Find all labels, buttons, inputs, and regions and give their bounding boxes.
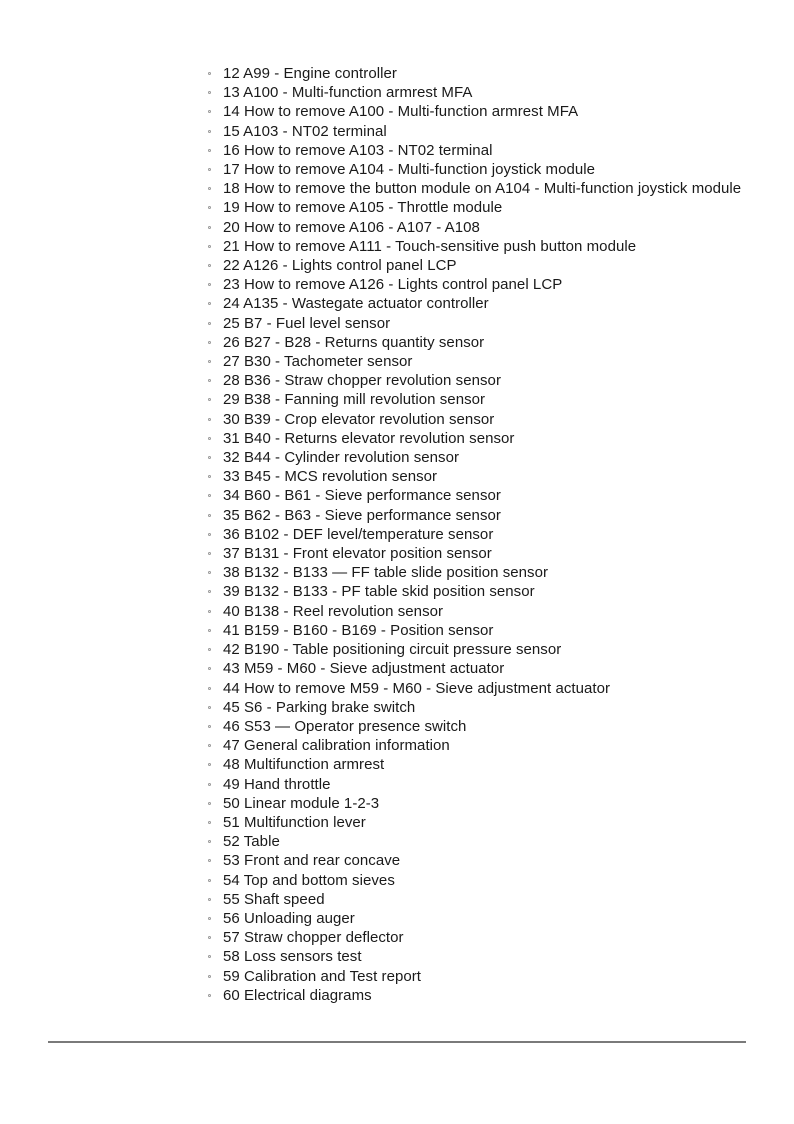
toc-item-label: 53 Front and rear concave (223, 852, 401, 870)
bullet-icon (208, 283, 211, 286)
toc-item-label: 39 B132 - B133 - PF table skid position sensor (223, 583, 535, 601)
toc-item-label: 59 Calibration and Test report (223, 967, 422, 985)
toc-item-label: 36 B102 - DEF level/temperature sensor (223, 525, 494, 543)
toc-list-item[interactable] (206, 179, 746, 198)
toc-list-item[interactable] (206, 909, 746, 928)
toc-item-label: 34 B60 - B61 - Sieve performance sensor (223, 487, 501, 505)
toc-list-item[interactable] (206, 448, 746, 467)
toc-list-item[interactable] (206, 333, 746, 352)
bullet-icon (208, 879, 211, 882)
toc-list-item[interactable] (206, 698, 746, 717)
bullet-icon (208, 206, 211, 209)
toc-list-item[interactable] (206, 486, 746, 505)
toc-item-label: 29 B38 - Fanning mill revolution sensor (223, 391, 486, 409)
bullet-icon (208, 494, 211, 497)
toc-list-item[interactable] (206, 563, 746, 582)
toc-item-label: 22 A126 - Lights control panel LCP (223, 257, 457, 275)
toc-list-item[interactable] (206, 294, 746, 313)
bullet-icon (208, 187, 211, 190)
toc-list-item[interactable] (206, 928, 746, 947)
toc-list-item[interactable] (206, 160, 746, 179)
bullet-icon (208, 514, 211, 517)
toc-list-item[interactable] (206, 582, 746, 601)
toc-item-label: 48 Multifunction armrest (223, 756, 385, 774)
bullet-icon (208, 552, 211, 555)
bullet-icon (208, 149, 211, 152)
bullet-icon (208, 456, 211, 459)
toc-list-item[interactable] (206, 506, 746, 525)
footer-divider (48, 1041, 746, 1043)
bullet-icon (208, 110, 211, 113)
bullet-icon (208, 821, 211, 824)
bullet-icon (208, 802, 211, 805)
bullet-icon (208, 744, 211, 747)
toc-item-label: 33 B45 - MCS revolution sensor (223, 468, 438, 486)
toc-list-item[interactable] (206, 775, 746, 794)
toc-item-label: 12 A99 - Engine controller (223, 65, 397, 82)
bullet-icon (208, 783, 211, 786)
toc-list-item[interactable] (206, 237, 746, 256)
bullet-icon (208, 994, 211, 997)
toc-item-label: 31 B40 - Returns elevator revolution sensor (223, 429, 515, 447)
toc-item-label: 47 General calibration information (223, 737, 450, 755)
bullet-icon (208, 898, 211, 901)
toc-item-label: 15 A103 - NT02 terminal (223, 122, 387, 140)
toc-item-label: 42 B190 - Table positioning circuit pressure sensor (223, 641, 562, 659)
toc-list-item[interactable] (206, 371, 746, 390)
toc-list-item[interactable] (206, 256, 746, 275)
bullet-icon (208, 859, 211, 862)
toc-item-label: 17 How to remove A104 - Multi-function joystick module (223, 161, 596, 179)
bullet-icon (208, 226, 211, 229)
bullet-icon (208, 629, 211, 632)
toc-item-label: 56 Unloading auger (223, 909, 355, 927)
bullet-icon (208, 725, 211, 728)
bullet-icon (208, 437, 211, 440)
bullet-icon (208, 72, 211, 75)
toc-list-item[interactable] (206, 967, 746, 986)
bullet-icon (208, 571, 211, 574)
bullet-icon (208, 917, 211, 920)
toc-item-label: 23 How to remove A126 - Lights control panel LCP (223, 276, 563, 294)
bullet-icon (208, 610, 211, 613)
toc-item-label: 60 Electrical diagrams (223, 986, 372, 1004)
toc-item-label: 54 Top and bottom sieves (223, 871, 395, 889)
toc-list-item[interactable] (206, 947, 746, 966)
toc-item-label: 21 How to remove A111 - Touch-sensitive push button module (223, 237, 637, 255)
toc-item-label: 44 How to remove M59 - M60 - Sieve adjustment actuator (223, 679, 611, 697)
bullet-icon (208, 936, 211, 939)
toc-list-item[interactable] (206, 275, 746, 294)
bullet-icon (208, 840, 211, 843)
bullet-icon (208, 379, 211, 382)
toc-list-item[interactable] (206, 871, 746, 890)
toc-list-item[interactable] (206, 429, 746, 448)
toc-item-label: 13 A100 - Multi-function armrest MFA (223, 84, 473, 102)
bullet-icon (208, 245, 211, 248)
bullet-icon (208, 533, 211, 536)
toc-item-label: 38 B132 - B133 — FF table slide position sensor (223, 564, 549, 582)
toc-list-item[interactable] (206, 525, 746, 544)
toc-list-item[interactable] (206, 83, 746, 102)
toc-item-label: 16 How to remove A103 - NT02 terminal (223, 141, 493, 159)
toc-list-item[interactable] (206, 832, 746, 851)
toc-list-item[interactable] (206, 679, 746, 698)
toc-item-label: 43 M59 - M60 - Sieve adjustment actuator (223, 660, 505, 678)
bullet-icon (208, 130, 211, 133)
bullet-icon (208, 91, 211, 94)
toc-item-label: 58 Loss sensors test (223, 948, 362, 966)
toc-item-label: 18 How to remove the button module on A104 - Multi-function joystick module (223, 180, 742, 198)
toc-item-label: 30 B39 - Crop elevator revolution sensor (223, 410, 495, 428)
toc-list-item[interactable] (206, 544, 746, 563)
toc-list-item[interactable] (206, 851, 746, 870)
toc-list-item[interactable] (206, 314, 746, 333)
toc-list-item[interactable] (206, 410, 746, 429)
bullet-icon (208, 341, 211, 344)
toc-item-label: 14 How to remove A100 - Multi-function armrest MFA (223, 103, 579, 121)
bullet-icon (208, 398, 211, 401)
toc-list-item[interactable] (206, 141, 746, 160)
toc-list-item[interactable] (206, 717, 746, 736)
toc-item-label: 25 B7 - Fuel level sensor (223, 314, 391, 332)
toc-list-item[interactable] (206, 621, 746, 640)
toc-item-label: 51 Multifunction lever (223, 813, 366, 831)
toc-item-label: 45 S6 - Parking brake switch (223, 698, 416, 716)
toc-list-item[interactable] (206, 659, 746, 678)
toc-list-item[interactable] (206, 390, 746, 409)
toc-list-item[interactable] (206, 640, 746, 659)
toc-list-item[interactable] (206, 986, 746, 1005)
toc-item-label: 20 How to remove A106 - A107 - A108 (223, 218, 480, 236)
toc-item-label: 26 B27 - B28 - Returns quantity sensor (223, 333, 485, 351)
bullet-icon (208, 168, 211, 171)
bullet-icon (208, 687, 211, 690)
toc-list-item[interactable] (206, 198, 746, 217)
table-of-contents-list (206, 64, 746, 1005)
toc-item-label: 55 Shaft speed (223, 890, 325, 908)
toc-list-item[interactable] (206, 467, 746, 486)
toc-list-item[interactable] (206, 602, 746, 621)
toc-list-item[interactable] (206, 736, 746, 755)
bullet-icon (208, 763, 211, 766)
bullet-icon (208, 648, 211, 651)
bullet-icon (208, 322, 211, 325)
toc-list-item[interactable] (206, 813, 746, 832)
toc-item-label: 19 How to remove A105 - Throttle module (223, 199, 503, 217)
toc-item-label: 46 S53 — Operator presence switch (223, 717, 467, 735)
bullet-icon (208, 955, 211, 958)
bullet-icon (208, 975, 211, 978)
toc-item-label: 37 B131 - Front elevator position sensor (223, 545, 492, 563)
bullet-icon (208, 590, 211, 593)
toc-list-item[interactable] (206, 755, 746, 774)
toc-list-item[interactable] (206, 64, 746, 83)
toc-item-label: 57 Straw chopper deflector (223, 929, 404, 947)
toc-item-label: 50 Linear module 1-2-3 (223, 794, 380, 812)
toc-list-item[interactable] (206, 352, 746, 371)
toc-item-label: 32 B44 - Cylinder revolution sensor (223, 449, 460, 467)
toc-list-item[interactable] (206, 794, 746, 813)
bullet-icon (208, 264, 211, 267)
toc-list-item[interactable] (206, 122, 746, 141)
toc-item-label: 40 B138 - Reel revolution sensor (223, 602, 444, 620)
toc-list-item[interactable] (206, 890, 746, 909)
toc-list-item[interactable] (206, 218, 746, 237)
toc-item-label: 49 Hand throttle (223, 775, 331, 793)
toc-list-item[interactable] (206, 102, 746, 121)
bullet-icon (208, 475, 211, 478)
bullet-icon (208, 418, 211, 421)
toc-item-label: 52 Table (223, 833, 280, 851)
toc-item-label: 24 A135 - Wastegate actuator controller (223, 295, 489, 313)
bullet-icon (208, 667, 211, 670)
bullet-icon (208, 360, 211, 363)
toc-item-label: 27 B30 - Tachometer sensor (223, 353, 413, 371)
toc-item-label: 41 B159 - B160 - B169 - Position sensor (223, 621, 494, 639)
bullet-icon (208, 302, 211, 305)
toc-item-label: 35 B62 - B63 - Sieve performance sensor (223, 506, 501, 524)
toc-item-label: 28 B36 - Straw chopper revolution sensor (223, 372, 501, 390)
bullet-icon (208, 706, 211, 709)
